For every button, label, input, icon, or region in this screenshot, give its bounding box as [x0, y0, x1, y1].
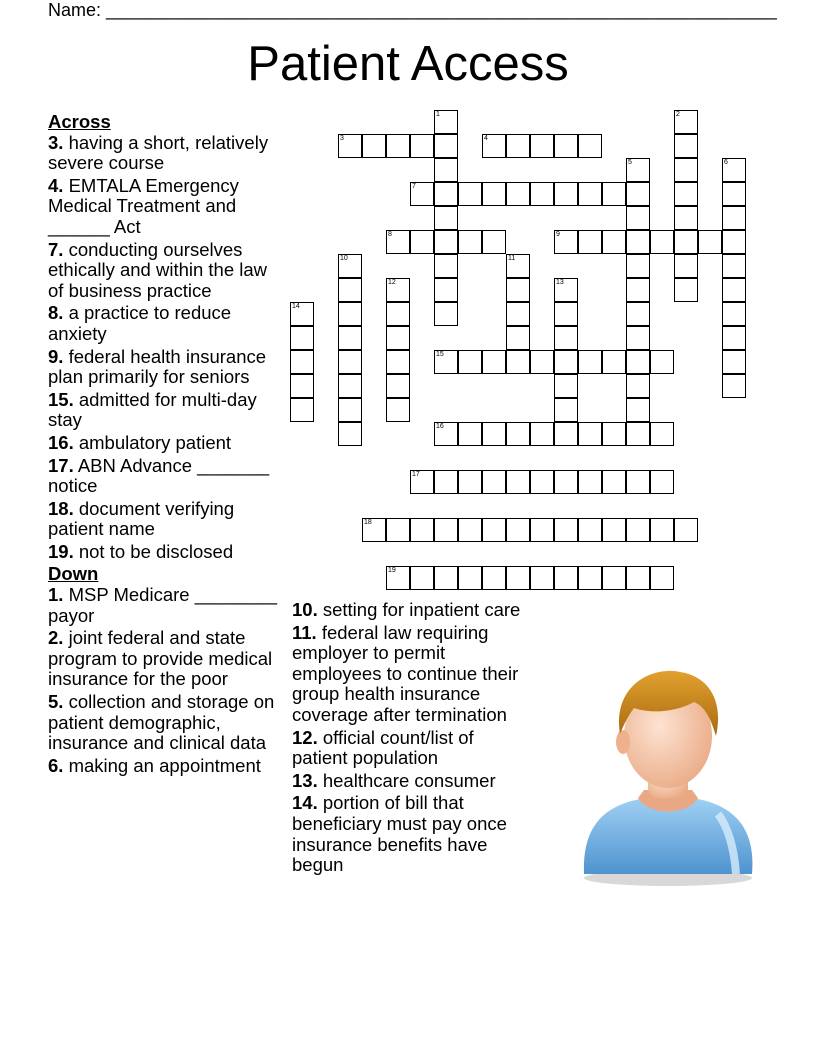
grid-cell[interactable]	[434, 302, 458, 326]
grid-cell[interactable]	[458, 470, 482, 494]
grid-number: 4	[484, 135, 488, 142]
grid-cell[interactable]	[362, 518, 386, 542]
grid-cell[interactable]	[554, 398, 578, 422]
clue-across-4: 4. EMTALA Emergency Medical Treatment and ______ Act	[48, 174, 239, 237]
grid-cell[interactable]	[626, 230, 650, 254]
grid-cell[interactable]	[458, 350, 482, 374]
grid-cell[interactable]	[290, 374, 314, 398]
grid-cell[interactable]	[458, 422, 482, 446]
grid-cell[interactable]	[602, 470, 626, 494]
grid-cell[interactable]	[722, 182, 746, 206]
grid-cell[interactable]	[434, 230, 458, 254]
grid-cell[interactable]	[554, 470, 578, 494]
grid-cell[interactable]	[578, 470, 602, 494]
grid-number: 9	[556, 231, 560, 238]
clue-down-2: 2. joint federal and state program to provide medical insurance for the poor	[48, 627, 273, 690]
grid-cell[interactable]	[410, 518, 434, 542]
grid-cell[interactable]	[506, 254, 530, 278]
grid-cell[interactable]	[602, 518, 626, 542]
grid-cell[interactable]	[434, 206, 458, 230]
grid-cell[interactable]	[434, 158, 458, 182]
grid-cell[interactable]	[386, 374, 410, 398]
clue-down-14: 14. portion of bill that beneficiary must pay once insurance benefits have begun	[292, 792, 507, 876]
grid-cell[interactable]	[506, 350, 530, 374]
grid-cell[interactable]	[482, 470, 506, 494]
clue-across-18: 18. document verifying patient name	[48, 497, 235, 540]
grid-number: 10	[340, 255, 348, 262]
clue-across-16: 16. ambulatory patient	[48, 431, 232, 453]
grid-cell[interactable]	[338, 134, 362, 158]
grid-cell[interactable]	[578, 350, 602, 374]
grid-cell[interactable]	[722, 230, 746, 254]
grid-cell[interactable]	[458, 230, 482, 254]
grid-cell[interactable]	[554, 278, 578, 302]
grid-cell[interactable]	[554, 350, 578, 374]
grid-cell[interactable]	[698, 230, 722, 254]
grid-cell[interactable]	[434, 278, 458, 302]
grid-cell[interactable]	[458, 518, 482, 542]
clue-across-15: 15. admitted for multi-day stay	[48, 388, 257, 431]
grid-number: 18	[364, 519, 372, 526]
grid-cell[interactable]	[410, 470, 434, 494]
grid-cell[interactable]	[578, 566, 602, 590]
grid-cell[interactable]	[506, 278, 530, 302]
grid-cell[interactable]	[626, 158, 650, 182]
grid-cell[interactable]	[626, 302, 650, 326]
grid-cell[interactable]	[578, 422, 602, 446]
grid-cell[interactable]	[650, 518, 674, 542]
grid-cell[interactable]	[506, 134, 530, 158]
grid-cell[interactable]	[578, 230, 602, 254]
grid-cell[interactable]	[338, 254, 362, 278]
clue-across-19: 19. not to be disclosed	[48, 540, 234, 562]
grid-cell[interactable]	[674, 518, 698, 542]
grid-cell[interactable]	[650, 230, 674, 254]
grid-cell[interactable]	[530, 182, 554, 206]
grid-cell[interactable]	[578, 518, 602, 542]
grid-cell[interactable]	[554, 518, 578, 542]
grid-cell[interactable]	[722, 206, 746, 230]
grid-cell[interactable]	[506, 302, 530, 326]
grid-cell[interactable]	[530, 470, 554, 494]
patient-avatar-icon	[576, 664, 760, 888]
grid-cell[interactable]	[722, 278, 746, 302]
grid-cell[interactable]	[626, 518, 650, 542]
grid-number: 12	[388, 279, 396, 286]
clue-down-6: 6. making an appointment	[48, 754, 261, 776]
grid-cell[interactable]	[554, 134, 578, 158]
grid-cell[interactable]	[626, 470, 650, 494]
grid-cell[interactable]	[602, 230, 626, 254]
grid-cell[interactable]	[626, 566, 650, 590]
grid-cell[interactable]	[626, 278, 650, 302]
grid-cell[interactable]	[362, 134, 386, 158]
grid-cell[interactable]	[482, 230, 506, 254]
grid-cell[interactable]	[482, 182, 506, 206]
grid-cell[interactable]	[650, 350, 674, 374]
grid-cell[interactable]	[674, 134, 698, 158]
grid-cell[interactable]	[434, 110, 458, 134]
grid-cell[interactable]	[674, 206, 698, 230]
grid-cell[interactable]	[386, 566, 410, 590]
grid-cell[interactable]	[386, 134, 410, 158]
grid-cell[interactable]	[674, 158, 698, 182]
grid-cell[interactable]	[554, 302, 578, 326]
grid-cell[interactable]	[482, 134, 506, 158]
grid-cell[interactable]	[626, 350, 650, 374]
grid-cell[interactable]	[602, 350, 626, 374]
clue-down-12: 12. official count/list of patient population	[292, 726, 474, 769]
grid-cell[interactable]	[482, 518, 506, 542]
grid-cell[interactable]	[338, 326, 362, 350]
grid-cell[interactable]	[722, 350, 746, 374]
grid-cell[interactable]	[530, 422, 554, 446]
grid-cell[interactable]	[674, 254, 698, 278]
grid-cell[interactable]	[290, 302, 314, 326]
grid-cell[interactable]	[530, 566, 554, 590]
grid-cell[interactable]	[410, 230, 434, 254]
grid-cell[interactable]	[674, 278, 698, 302]
grid-cell[interactable]	[626, 398, 650, 422]
grid-cell[interactable]	[626, 206, 650, 230]
grid-number: 2	[676, 111, 680, 118]
grid-cell[interactable]	[386, 398, 410, 422]
grid-cell[interactable]	[434, 518, 458, 542]
grid-number: 3	[340, 135, 344, 142]
grid-cell[interactable]	[434, 422, 458, 446]
grid-cell[interactable]	[530, 134, 554, 158]
grid-cell[interactable]	[650, 470, 674, 494]
grid-cell[interactable]	[506, 566, 530, 590]
grid-cell[interactable]	[338, 374, 362, 398]
grid-cell[interactable]	[578, 182, 602, 206]
grid-cell[interactable]	[506, 326, 530, 350]
grid-cell[interactable]	[458, 566, 482, 590]
grid-cell[interactable]	[722, 158, 746, 182]
grid-cell[interactable]	[434, 254, 458, 278]
clue-down-5: 5. collection and storage on patient demographic, insurance and clinical data	[48, 691, 275, 754]
grid-number: 6	[724, 159, 728, 166]
grid-cell[interactable]	[602, 566, 626, 590]
grid-cell[interactable]	[410, 566, 434, 590]
grid-cell[interactable]	[482, 422, 506, 446]
grid-cell[interactable]	[338, 278, 362, 302]
grid-cell[interactable]	[626, 326, 650, 350]
grid-number: 19	[388, 567, 396, 574]
clues-column-right	[292, 600, 522, 878]
grid-cell[interactable]	[554, 374, 578, 398]
grid-number: 11	[508, 255, 516, 262]
grid-cell[interactable]	[386, 230, 410, 254]
clue-across-17: 17. ABN Advance _______ notice	[48, 454, 270, 497]
grid-cell[interactable]	[674, 110, 698, 134]
clue-across-8: 8. a practice to reduce anxiety	[48, 302, 232, 344]
grid-cell[interactable]	[386, 302, 410, 326]
grid-cell[interactable]	[410, 182, 434, 206]
grid-cell[interactable]	[434, 566, 458, 590]
clue-across-3: 3. having a short, relatively severe course	[48, 131, 269, 174]
grid-cell[interactable]	[578, 134, 602, 158]
grid-cell[interactable]	[722, 254, 746, 278]
grid-cell[interactable]	[386, 518, 410, 542]
grid-cell[interactable]	[386, 350, 410, 374]
grid-cell[interactable]	[554, 422, 578, 446]
grid-cell[interactable]	[338, 302, 362, 326]
grid-cell[interactable]	[290, 398, 314, 422]
grid-cell[interactable]	[290, 326, 314, 350]
grid-cell[interactable]	[626, 422, 650, 446]
clue-across-9: 9. federal health insurance plan primarily for seniors	[48, 345, 267, 388]
grid-cell[interactable]	[338, 422, 362, 446]
grid-cell[interactable]	[554, 326, 578, 350]
grid-cell[interactable]	[290, 350, 314, 374]
grid-cell[interactable]	[554, 182, 578, 206]
grid-number: 17	[412, 471, 420, 478]
grid-cell[interactable]	[626, 182, 650, 206]
clue-down-10: 10. setting for inpatient care	[292, 599, 521, 620]
grid-cell[interactable]	[482, 566, 506, 590]
grid-number: 13	[556, 279, 564, 286]
name-field-label: Name: ___________________________________________________________________	[48, 0, 777, 20]
grid-cell[interactable]	[722, 374, 746, 398]
grid-cell[interactable]	[386, 278, 410, 302]
down-heading: Down	[48, 563, 99, 585]
grid-cell[interactable]	[506, 422, 530, 446]
grid-cell[interactable]	[434, 350, 458, 374]
grid-number: 8	[388, 231, 392, 238]
grid-cell[interactable]	[554, 230, 578, 254]
grid-cell[interactable]	[410, 134, 434, 158]
grid-cell[interactable]	[650, 566, 674, 590]
grid-cell[interactable]	[530, 518, 554, 542]
grid-cell[interactable]	[626, 254, 650, 278]
clue-across-7: 7. conducting ourselves ethically and within the law of business practice	[48, 238, 268, 301]
grid-cell[interactable]	[722, 326, 746, 350]
clue-down-1: 1. MSP Medicare ________ payor	[48, 584, 278, 626]
grid-cell[interactable]	[602, 182, 626, 206]
grid-number: 14	[292, 303, 300, 310]
grid-cell[interactable]	[338, 398, 362, 422]
grid-cell[interactable]	[506, 518, 530, 542]
grid-cell[interactable]	[674, 230, 698, 254]
grid-cell[interactable]	[602, 422, 626, 446]
clue-down-11: 11. federal law requiring employer to permit employees to continue their group health insurance coverage after termination	[292, 621, 519, 725]
grid-cell[interactable]	[626, 374, 650, 398]
grid-number: 7	[412, 183, 416, 190]
grid-cell[interactable]	[674, 182, 698, 206]
grid-cell[interactable]	[482, 350, 506, 374]
clues-column-left	[48, 112, 284, 778]
grid-cell[interactable]	[530, 350, 554, 374]
grid-cell[interactable]	[506, 470, 530, 494]
grid-cell[interactable]	[434, 134, 458, 158]
grid-number: 5	[628, 159, 632, 166]
grid-cell[interactable]	[722, 302, 746, 326]
grid-cell[interactable]	[554, 566, 578, 590]
grid-cell[interactable]	[506, 182, 530, 206]
grid-cell[interactable]	[650, 422, 674, 446]
clue-down-13: 13. healthcare consumer	[292, 769, 496, 791]
across-heading: Across	[48, 111, 111, 132]
grid-number: 16	[436, 423, 444, 430]
grid-cell[interactable]	[386, 326, 410, 350]
grid-number: 15	[436, 351, 444, 358]
grid-cell[interactable]	[434, 182, 458, 206]
grid-cell[interactable]	[338, 350, 362, 374]
grid-number: 1	[436, 111, 440, 118]
grid-cell[interactable]	[458, 182, 482, 206]
page-title: Patient Access	[247, 37, 569, 91]
grid-cell[interactable]	[434, 470, 458, 494]
